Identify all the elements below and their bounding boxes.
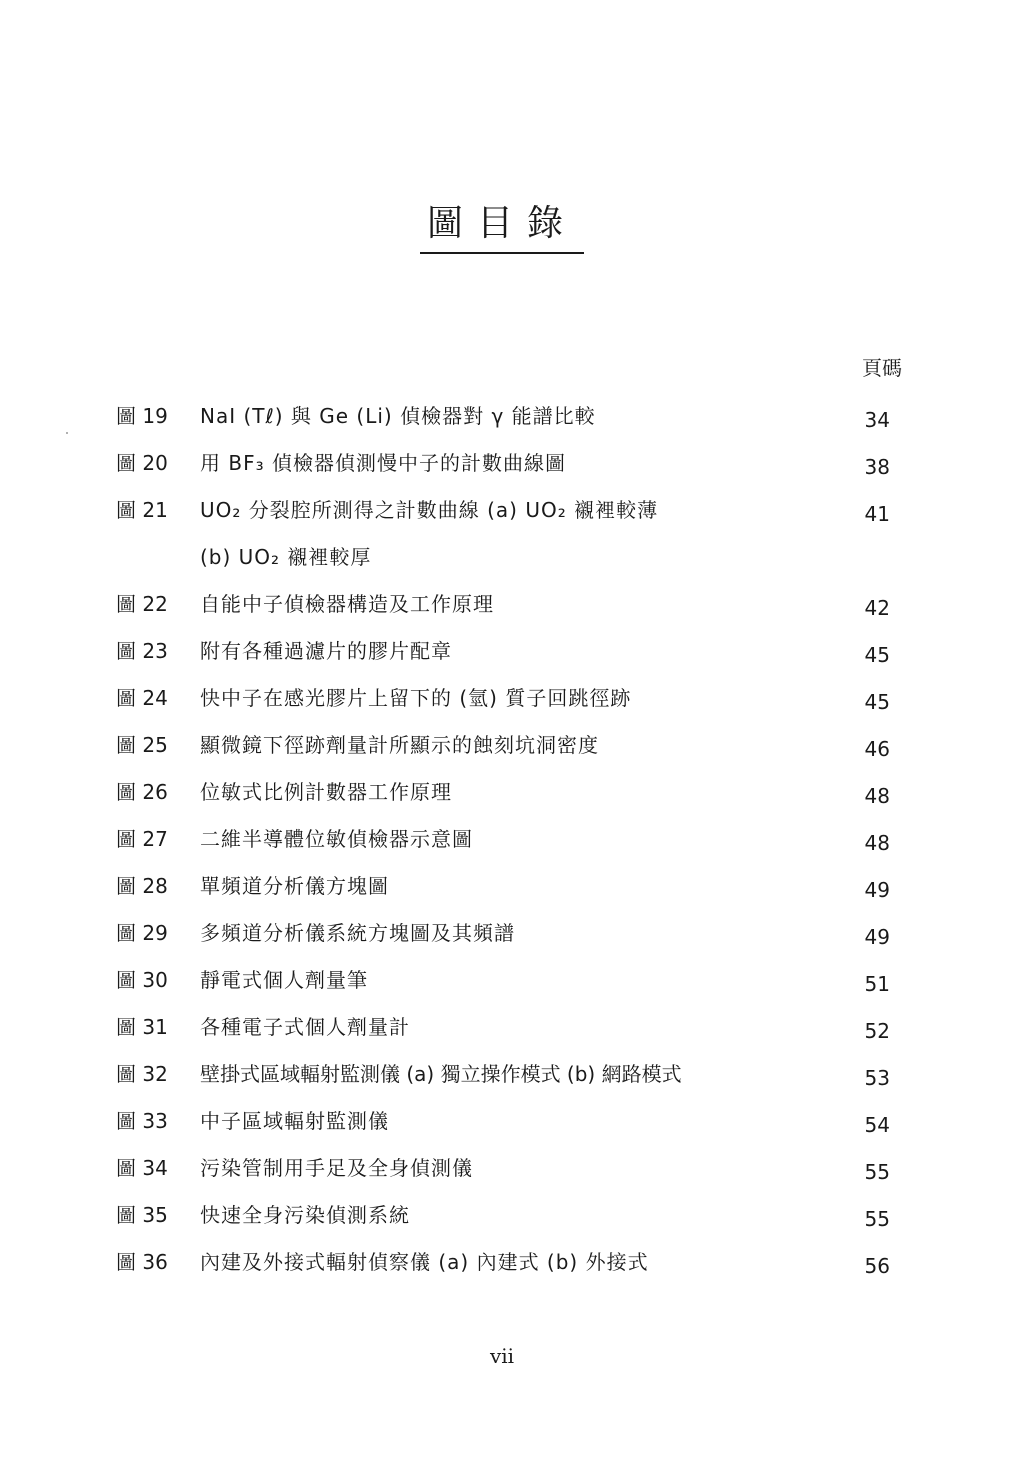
list-item-fig-30 [116,962,906,1009]
figure-caption: 顯微鏡下徑跡劑量計所顯示的蝕刻坑洞密度 [200,733,599,757]
figure-caption: 內建及外接式輻射偵察儀 (a) 內建式 (b) 外接式 [200,1250,649,1274]
figure-caption: UO₂ 分裂腔所測得之計數曲線 (a) UO₂ 襯裡較薄 [200,498,659,522]
figure-label: 圖 31 [116,1015,168,1039]
list-item-fig-24 [116,680,906,727]
list-item-fig-36 [116,1244,906,1291]
figure-caption: 靜電式個人劑量筆 [200,968,368,992]
figure-caption: 用 BF₃ 偵檢器偵測慢中子的計數曲線圖 [200,451,566,475]
list-item-fig-27 [116,821,906,868]
page-number: 55 [864,1207,890,1231]
figure-label: 圖 33 [116,1109,168,1133]
page-number: 55 [864,1160,890,1184]
page-number: 42 [864,596,890,620]
page-number: 45 [864,690,890,714]
figure-label: 圖 22 [116,592,168,616]
list-item-fig-28 [116,868,906,915]
page-number: 51 [864,972,890,996]
figure-label: 圖 24 [116,686,168,710]
figure-caption: 污染管制用手足及全身偵測儀 [200,1156,473,1180]
figure-caption: 壁掛式區域輻射監測儀 (a) 獨立操作模式 (b) 網路模式 [200,1062,682,1086]
figure-label: 圖 27 [116,827,168,851]
figure-caption: 附有各種過濾片的膠片配章 [200,639,452,663]
list-item-fig-31 [116,1009,906,1056]
list-item-fig-32 [116,1056,906,1103]
figure-label: 圖 36 [116,1250,168,1274]
page-number: 38 [864,455,890,479]
figure-label: 圖 30 [116,968,168,992]
figure-label: 圖 26 [116,780,168,804]
list-item-fig-22 [116,586,906,633]
figure-label: 圖 35 [116,1203,168,1227]
figure-list [116,398,906,1291]
page-title: 圖目錄 [420,200,584,254]
page-number: 34 [864,408,890,432]
page-column-header: 頁碼 [862,356,902,380]
list-item-fig-33 [116,1103,906,1150]
figure-label: 圖 23 [116,639,168,663]
list-item-fig-23 [116,633,906,680]
list-item-fig-19 [116,398,906,445]
list-item-fig-29 [116,915,906,962]
figure-label: 圖 21 [116,498,168,522]
page-number: 48 [864,831,890,855]
page-number: 52 [864,1019,890,1043]
list-item-fig-35 [116,1197,906,1244]
page-number: 54 [864,1113,890,1137]
figure-caption: 自能中子偵檢器構造及工作原理 [200,592,494,616]
figure-label: 圖 28 [116,874,168,898]
figure-caption: 位敏式比例計數器工作原理 [200,780,452,804]
figure-caption: NaI (Tℓ) 與 Ge (Li) 偵檢器對 γ 能譜比較 [200,404,596,428]
figure-label: 圖 29 [116,921,168,945]
list-item-fig-26 [116,774,906,821]
page-number: 41 [864,502,890,526]
page-number: 53 [864,1066,890,1090]
list-item-fig-20 [116,445,906,492]
scan-speck [66,432,68,434]
figure-label: 圖 20 [116,451,168,475]
figure-label: 圖 19 [116,404,168,428]
list-item-fig-21 [116,492,906,586]
page-number: 56 [864,1254,890,1278]
figure-label: 圖 34 [116,1156,168,1180]
list-item-fig-25 [116,727,906,774]
page-number: 48 [864,784,890,808]
figure-caption-continuation: (b) UO₂ 襯裡較厚 [200,545,372,569]
figure-caption: 二維半導體位敏偵檢器示意圖 [200,827,473,851]
page-number: 49 [864,925,890,949]
page-number: 46 [864,737,890,761]
figure-caption: 多頻道分析儀系統方塊圖及其頻譜 [200,921,515,945]
page-number: 49 [864,878,890,902]
page-number: 45 [864,643,890,667]
figure-caption: 快速全身污染偵測系統 [200,1203,410,1227]
page-folio: vii [489,1344,515,1368]
figure-caption: 單頻道分析儀方塊圖 [200,874,389,898]
figure-caption: 快中子在感光膠片上留下的 (氫) 質子回跳徑跡 [200,686,632,710]
list-item-fig-34 [116,1150,906,1197]
figure-label: 圖 25 [116,733,168,757]
figure-caption: 各種電子式個人劑量計 [200,1015,410,1039]
figure-label: 圖 32 [116,1062,168,1086]
figure-caption: 中子區域輻射監測儀 [200,1109,389,1133]
